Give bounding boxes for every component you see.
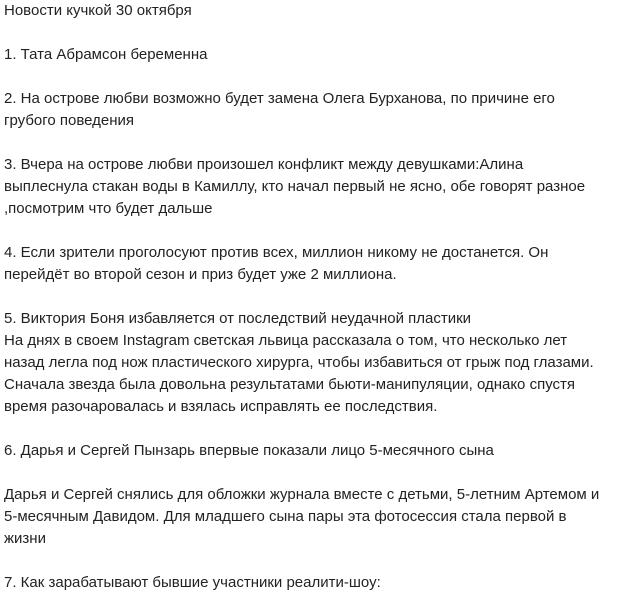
news-item-6 [4,440,626,462]
news-item-5-line-5: время разочаровалась и взялась исправлять ее последствия. [4,398,438,415]
paragraph-spacer [4,418,626,440]
news-item-2-line-2: грубого поведения [4,112,135,129]
paragraph-spacer [4,462,626,484]
news-post [4,0,626,594]
news-item-1 [4,44,626,66]
news-item-4-line-2: перейдёт во второй сезон и приз будет уже 2 миллиона. [4,266,397,283]
news-item-4 [4,242,626,286]
paragraph-spacer [4,66,626,88]
news-item-6-line-1: 6. Дарья и Сергей Пынзарь впервые показали лицо 5-месячного сына [4,442,494,459]
news-item-7 [4,572,626,594]
news-item-5-line-1: 5. Виктория Боня избавляется от последствий неудачной пластики [4,310,472,327]
news-item-2-line-1: 2. На острове любви возможно будет замена Олега Бурханова, по причине его [4,90,555,107]
paragraph-spacer [4,286,626,308]
news-item-2 [4,88,626,132]
news-item-7-line-1: 7. Как зарабатывают бывшие участники реалити-шоу: [4,574,381,591]
news-item-3-line-3: ,посмотрим что будет дальше [4,200,213,217]
news-item-5 [4,308,626,418]
paragraph-spacer [4,550,626,572]
news-item-5-line-4: Сначала звезда была довольна результатами бьюти-манипуляции, однако спустя [4,376,576,393]
paragraph-spacer [4,132,626,154]
news-item-6-details-line-2: 5-месячным Давидом. Для младшего сына пары эта фотосессия стала первой в [4,508,567,525]
news-item-5-line-3: назад легла под нож пластического хирурга, чтобы избавиться от грыж под глазами. [4,354,594,371]
news-item-3-line-2: выплеснула стакан воды в Камиллу, кто начал первый не ясно, обе говорят разное [4,178,586,195]
news-item-6-details-line-3: жизни [4,530,46,547]
paragraph-spacer [4,220,626,242]
news-item-5-line-2: На днях в своем Instagram светская львица рассказала о том, что несколько лет [4,332,568,349]
news-item-6-details [4,484,626,550]
news-item-6-details-line-1: Дарья и Сергей снялись для обложки журнала вместе с детьми, 5-летним Артемом и [4,486,600,503]
news-item-1-line-1: 1. Тата Абрамсон беременна [4,46,208,63]
news-item-4-line-1: 4. Если зрители проголосуют против всех, миллион никому не достанется. Он [4,244,549,261]
news-item-3-line-1: 3. Вчера на острове любви произошел конфликт между девушками:Алина [4,156,524,173]
post-title: Новости кучкой 30 октября [4,2,192,19]
paragraph-spacer [4,22,626,44]
news-item-3 [4,154,626,220]
